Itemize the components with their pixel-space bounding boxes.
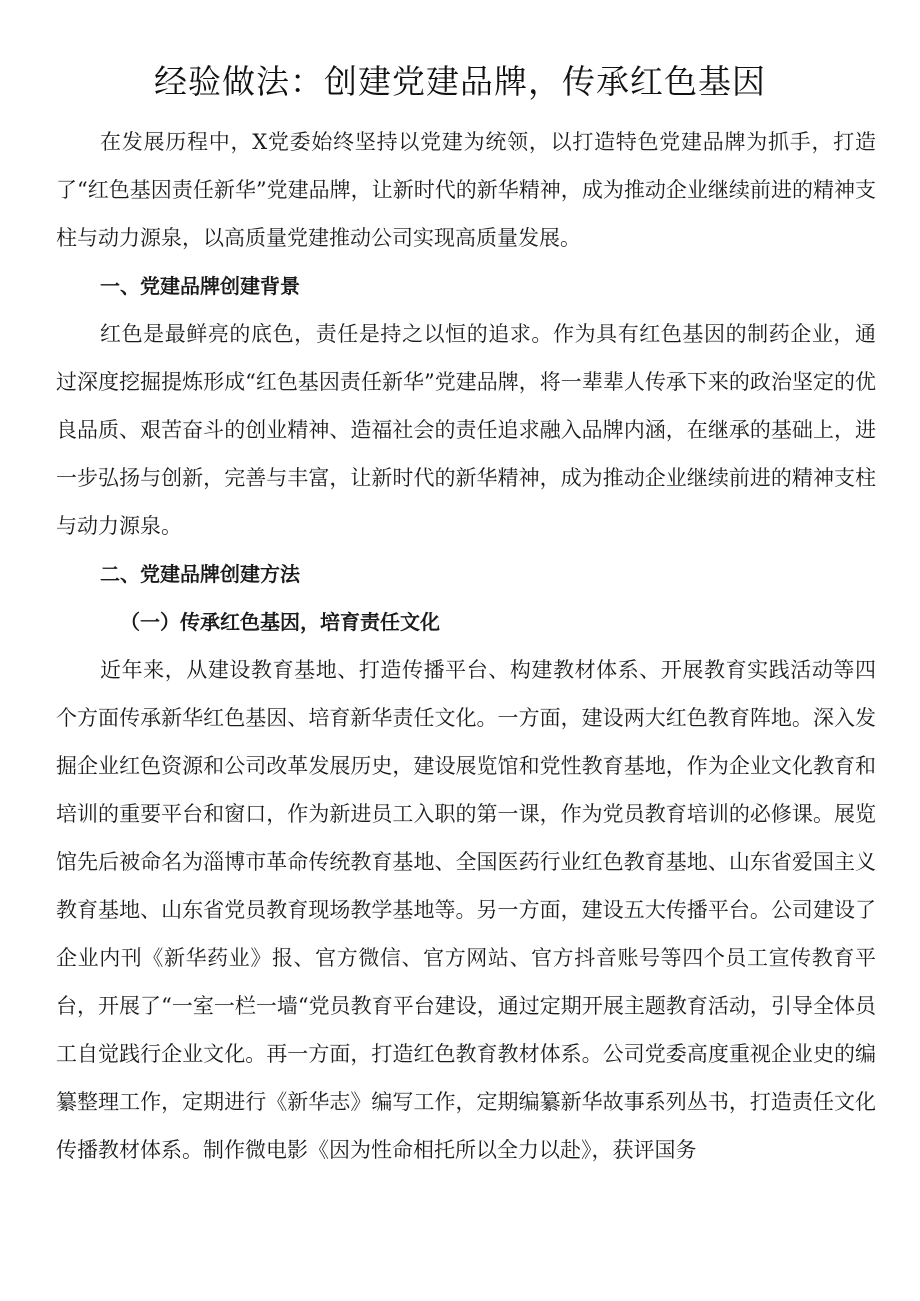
background-paragraph: 红色是最鲜亮的底色，责任是持之以恒的追求。作为具有红色基因的制药企业，通过深度挖掘提炼形成“红色基因责任新华”党建品牌，将一辈辈人传承下来的政治坚定的优良品质、艰苦奋斗的创业精神、造福社会的责任追求融入品牌内涵，在继承的基础上，进一步弘扬与创新，完善与丰富，让新时代的新华精神，成为推动企业继续前进的精神支柱与动力源泉。 bbox=[56, 322, 876, 538]
document-body bbox=[56, 118, 876, 1174]
section-heading-methods: 二、党建品牌创建方法 bbox=[100, 562, 300, 586]
red-gene-paragraph: 近年来，从建设教育基地、打造传播平台、构建教材体系、开展教育实践活动等四个方面传承新华红色基因、培育新华责任文化。一方面，建设两大红色教育阵地。深入发掘企业红色资源和公司改革发展历史，建设展览馆和党性教育基地，作为企业文化教育和培训的重要平台和窗口，作为新进员工入职的第一课，作为党员教育培训的必修课。展览馆先后被命名为淄博市革命传统教育基地、全国医药行业红色教育基地、山东省爱国主义教育基地、山东省党员教育现场教学基地等。另一方面，建设五大传播平台。公司建设了企业内刊《新华药业》报、官方微信、官方网站、官方抖音账号等四个员工宣传教育平台，开展了“一室一栏一墙“党员教育平台建设，通过定期开展主题教育活动，引导全体员工自觉践行企业文化。再一方面，打造红色教育教材体系。公司党委高度重视企业史的编纂整理工作，定期进行《新华志》编写工作，定期编纂新华故事系列丛书，打造责任文化传播教材体系。制作微电影《因为性命相托所以全力以赴》，获评国务 bbox=[56, 658, 876, 1162]
document-title: 经验做法：创建党建品牌，传承红色基因 bbox=[154, 62, 766, 101]
section-heading-background: 一、党建品牌创建背景 bbox=[100, 274, 300, 298]
intro-paragraph: 在发展历程中，X党委始终坚持以党建为统领，以打造特色党建品牌为抓手，打造了“红色基因责任新华”党建品牌，让新时代的新华精神，成为推动企业继续前进的精神支柱与动力源泉，以高质量党建推动公司实现高质量发展。 bbox=[56, 130, 876, 250]
subsection-heading-red-gene: （一）传承红色基因，培育责任文化 bbox=[120, 610, 440, 634]
